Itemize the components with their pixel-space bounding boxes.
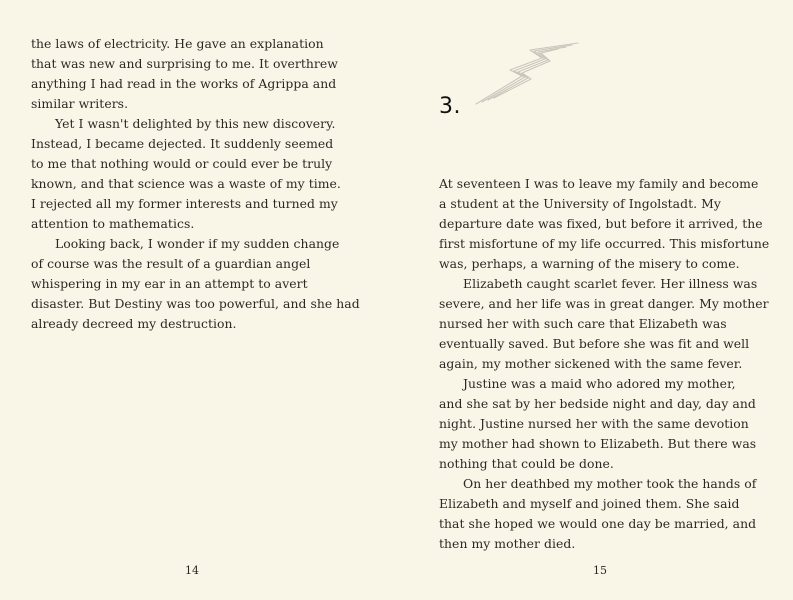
paragraph: Looking back, I wonder if my sudden change of course was the result of a guardian angel whispering in my ear in an attempt to avert disaster. But Destiny was too powerful, and she had already decreed my destruction. — [31, 236, 360, 331]
paragraph: On her deathbed my mother took the hands of Elizabeth and myself and joined them. She said that she hoped we would one day be married, and then my mother died. — [439, 476, 757, 551]
paragraph: Elizabeth caught scarlet fever. Her illness was severe, and her life was in great danger. My mother nursed her with such care that Elizabeth was eventually saved. But before she was fit and well again, my mother sickened with the same fever. — [439, 276, 769, 371]
lightning-icon — [472, 40, 580, 110]
paragraph: At seventeen I was to leave my family and become a student at the University of Ingolstadt. My departure date was fixed, but before it arrived, the first misfortune of my life occurred. This misfortune was, perhaps, a warning of the misery to come. — [439, 176, 770, 271]
paragraph: Yet I wasn't delighted by this new discovery. Instead, I became dejected. It suddenly seemed to me that nothing would or could ever be truly known, and that science was a waste of my time. I rejected all my former interests and turned my attention to mathematics. — [31, 116, 341, 231]
chapter-number: 3. — [439, 94, 461, 119]
page-number-left: 14 — [185, 564, 199, 577]
paragraph: the laws of electricity. He gave an explanation that was new and surprising to me. It overthrew anything I had read in the works of Agrippa and similar writers. — [31, 36, 338, 111]
right-page-text — [439, 174, 779, 554]
paragraph: Justine was a maid who adored my mother, and she sat by her bedside night and day, day and night. Justine nursed her with the same devotion my mother had shown to Elizabeth. But there was nothing that could be done. — [439, 376, 757, 471]
left-page-text — [31, 34, 376, 334]
left-page — [0, 0, 396, 600]
page-number-right: 15 — [593, 564, 607, 577]
right-page — [397, 0, 793, 600]
